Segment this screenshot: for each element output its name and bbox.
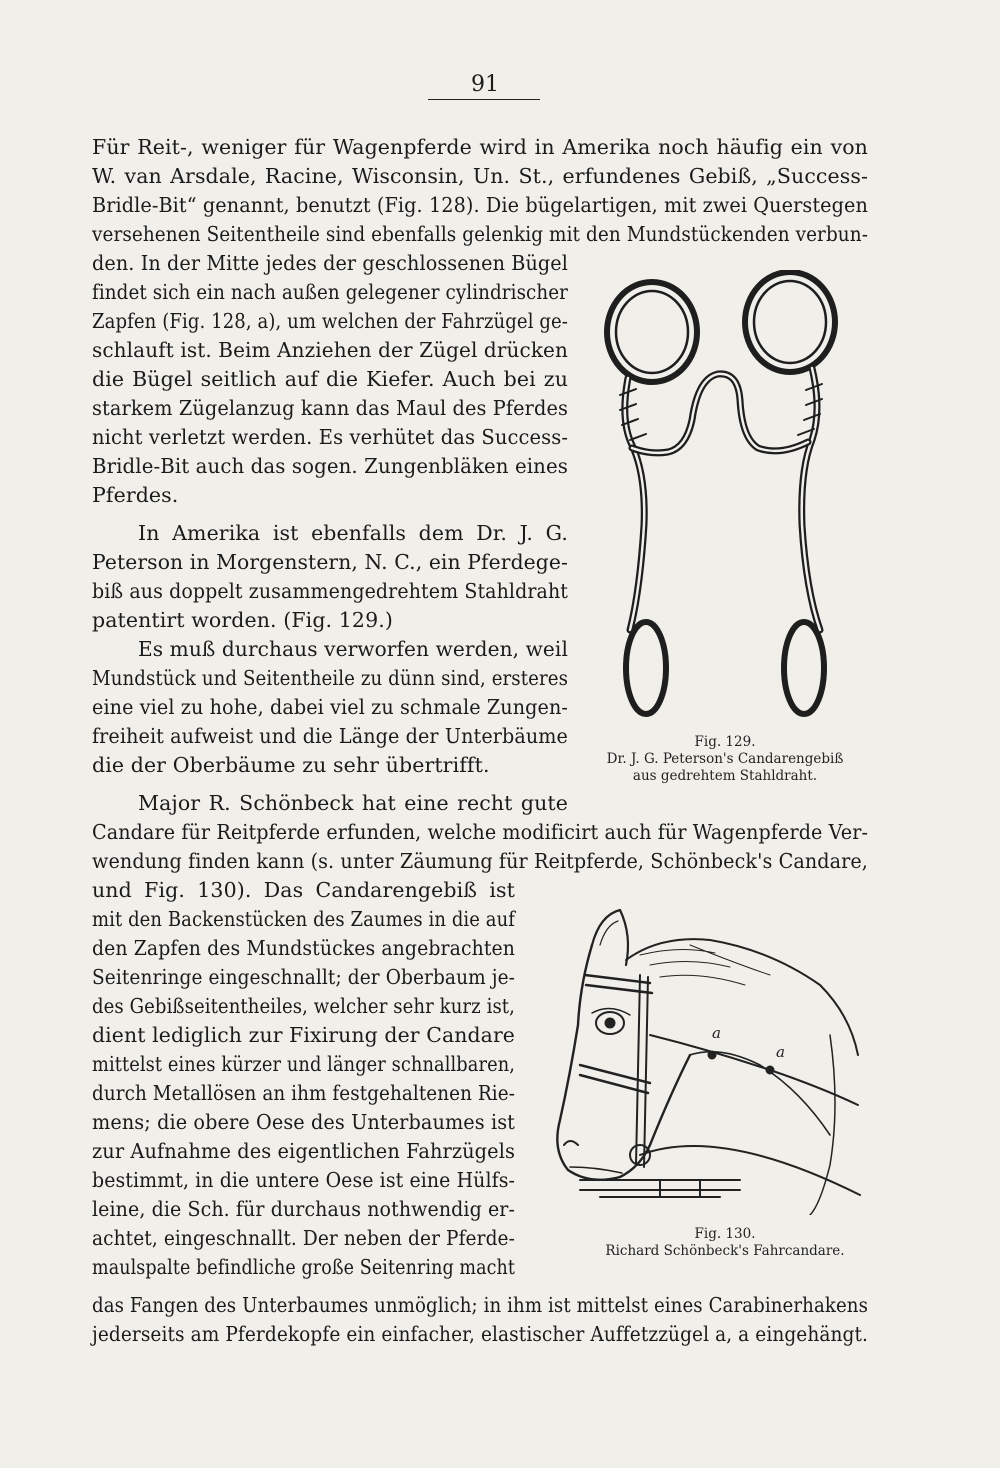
text-line: achtet, eingeschnallt. Der neben der Pferde-	[92, 1226, 515, 1250]
text-line: nicht verletzt werden. Es verhütet das Success-	[92, 425, 568, 449]
text-line: Seitenringe eingeschnallt; der Oberbaum je-	[92, 965, 515, 989]
page-number: 91	[471, 72, 499, 97]
figure-130-horse-head-illustration	[540, 905, 880, 1215]
text-line: versehenen Seitentheile sind ebenfalls gelenkig mit den Mundstückenden verbun-	[92, 222, 868, 246]
figure-129-bit-illustration	[590, 270, 870, 730]
text-line: Bridle-Bit“ genannt, benutzt (Fig. 128). Die bügelartigen, mit zwei Querstegen	[92, 193, 868, 217]
text-line: Zapfen (Fig. 128, a), um welchen der Fahrzügel ge-	[92, 309, 568, 333]
figure-130-label-a2: a	[776, 1043, 785, 1061]
text-line: Für Reit-, weniger für Wagenpferde wird in Amerika noch häufig ein von	[92, 135, 868, 159]
text-line: Major R. Schönbeck hat eine recht gute	[138, 791, 568, 815]
figure-130-number: Fig. 130.	[694, 1226, 756, 1242]
text-line: die Bügel seitlich auf die Kiefer. Auch bei zu	[92, 367, 568, 391]
text-line: findet sich ein nach außen gelegener cylindrischer	[92, 280, 568, 304]
text-line: Peterson in Morgenstern, N. C., ein Pferdege-	[92, 550, 568, 574]
figure-130-caption	[575, 1226, 875, 1260]
text-line: starkem Zügelanzug kann das Maul des Pferdes	[92, 396, 568, 420]
figure-129-title: Dr. J. G. Peterson's Candarengebiß	[606, 751, 844, 767]
text-line: Pferdes.	[92, 483, 179, 507]
text-line: Es muß durchaus verworfen werden, weil	[138, 637, 568, 661]
figure-130-label-a1: a	[712, 1024, 721, 1042]
text-line: bestimmt, in die untere Oese ist eine Hülfs-	[92, 1168, 515, 1192]
text-line: biß aus doppelt zusammengedrehtem Stahldraht	[92, 579, 568, 603]
text-line: das Fangen des Unterbaumes unmöglich; in ihm ist mittelst eines Carabinerhakens	[92, 1293, 868, 1317]
text-line: Bridle-Bit auch das sogen. Zungenbläken eines	[92, 454, 568, 478]
text-line: mittelst eines kürzer und länger schnallbaren,	[92, 1052, 515, 1076]
text-line: Mundstück und Seitentheile zu dünn sind, ersteres	[92, 666, 568, 690]
header-rule	[428, 99, 540, 100]
text-line: durch Metallösen an ihm festgehaltenen Rie-	[92, 1081, 515, 1105]
text-line: die der Oberbäume zu sehr übertrifft.	[92, 753, 490, 777]
text-line: W. van Arsdale, Racine, Wisconsin, Un. St., erfundenes Gebiß, „Success-	[92, 164, 868, 188]
figure-129-number: Fig. 129.	[694, 734, 756, 750]
text-line: den. In der Mitte jedes der geschlossenen Bügel	[92, 251, 568, 275]
figure-129-caption	[575, 734, 875, 785]
text-line: mens; die obere Oese des Unterbaumes ist	[92, 1110, 515, 1134]
figure-129-subtitle: aus gedrehtem Stahldraht.	[632, 768, 818, 784]
text-line: und Fig. 130). Das Candarengebiß ist	[92, 878, 515, 902]
text-line: maulspalte befindliche große Seitenring macht	[92, 1255, 515, 1279]
text-line: patentirt worden. (Fig. 129.)	[92, 608, 393, 632]
text-line: jederseits am Pferdekopfe ein einfacher, elastischer Auffetzzügel a, a eingehängt.	[92, 1322, 868, 1346]
text-line: des Gebißseitentheiles, welcher sehr kurz ist,	[92, 994, 515, 1018]
text-line: leine, die Sch. für durchaus nothwendig er-	[92, 1197, 515, 1221]
text-line: mit den Backenstücken des Zaumes in die auf	[92, 907, 515, 931]
text-line: den Zapfen des Mundstückes angebrachten	[92, 936, 515, 960]
text-line: schlauft ist. Beim Anziehen der Zügel drücken	[92, 338, 568, 362]
text-line: wendung finden kann (s. unter Zäumung für Reitpferde, Schönbeck's Candare,	[92, 849, 868, 873]
text-line: dient lediglich zur Fixirung der Candare	[92, 1023, 515, 1047]
text-line: freiheit aufweist und die Länge der Unterbäume	[92, 724, 568, 748]
text-line: eine viel zu hohe, dabei viel zu schmale Zungen-	[92, 695, 568, 719]
text-line: zur Aufnahme des eigentlichen Fahrzügels	[92, 1139, 515, 1163]
figure-130-title: Richard Schönbeck's Fahrcandare.	[605, 1243, 845, 1259]
text-line: Candare für Reitpferde erfunden, welche modificirt auch für Wagenpferde Ver-	[92, 820, 868, 844]
text-line: In Amerika ist ebenfalls dem Dr. J. G.	[138, 521, 568, 545]
